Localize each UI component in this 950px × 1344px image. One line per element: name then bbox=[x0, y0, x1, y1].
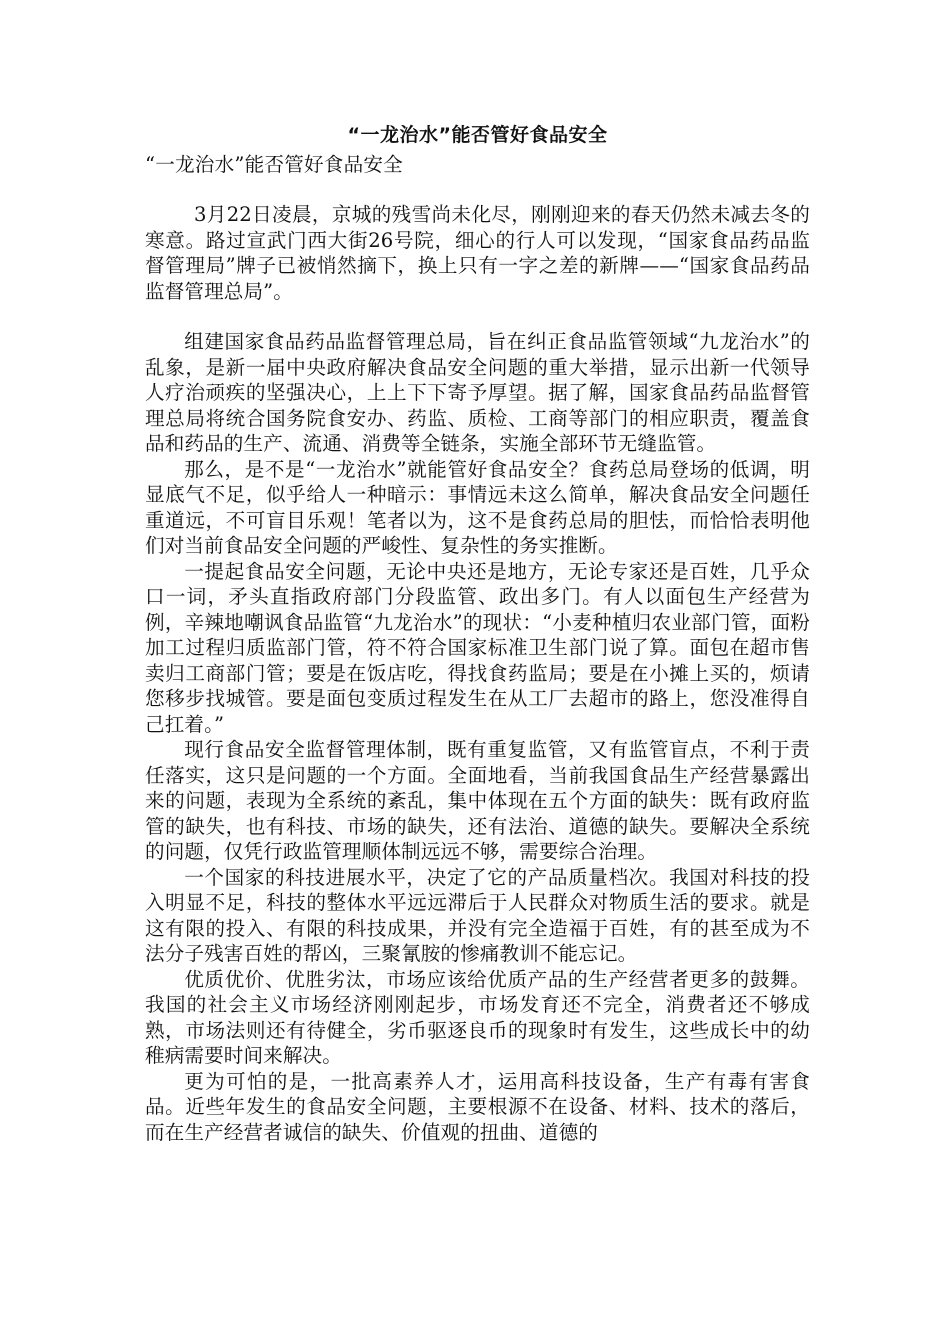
paragraph-5: 现行食品安全监督管理体制，既有重复监管，又有监管盲点，不利于责任落实，这只是问题的一个方面。全面地看，当前我国食品生产经营暴露出来的问题，表现为全系统的紊乱，集中体现在五个方面的缺失：既有政府监管的缺失，也有科技、市场的缺失，还有法治、道德的缺失。要解决全系统的问题，仅凭行政监管理顺体制远远不够，需要综合治理。 bbox=[145, 738, 810, 863]
paragraph-4: 一提起食品安全问题，无论中央还是地方，无论专家还是百姓，几乎众口一词，矛头直指政府部门分段监管、政出多门。有人以面包生产经营为例，辛辣地嘲讽食品监管“九龙治水”的现状：“小麦种植归农业部门管，面粉加工过程归质监部门管，符不符合国家标准卫生部门说了算。面包在超市售卖归工商部门管；要是在饭店吃，得找食药监局；要是在小摊上买的，烦请您移步找城管。要是面包变质过程发生在从工厂去超市的路上，您没准得自己扛着。” bbox=[145, 559, 810, 736]
paragraph-6: 一个国家的科技进展水平，决定了它的产品质量档次。我国对科技的投入明显不足，科技的整体水平远远滞后于人民群众对物质生活的要求。就是这有限的投入、有限的科技成果，并没有完全造福于百姓，有的甚至成为不法分子残害百姓的帮凶，三聚氰胺的惨痛教训不能忘记。 bbox=[145, 865, 810, 965]
paragraph-8: 更为可怕的是，一批高素养人才，运用高科技设备，生产有毒有害食品。近些年发生的食品安全问题，主要根源不在设备、材料、技术的落后，而在生产经营者诚信的缺失、价值观的扭曲、道德的 bbox=[145, 1069, 810, 1144]
paragraph-1: 3月22日凌晨，京城的残雪尚未化尽，刚刚迎来的春天仍然未减去冬的寒意。路过宣武门西大街26号院，细心的行人可以发现，“国家食品药品监督管理局”牌子已被悄然摘下，换上只有一字之差的新牌——“国家食品药品监督管理总局”。 bbox=[145, 203, 810, 303]
paragraph-7: 优质优价、优胜劣汰，市场应该给优质产品的生产经营者更多的鼓舞。我国的社会主义市场经济刚刚起步，市场发育还不完全，消费者还不够成熟，市场法则还有待健全，劣币驱逐良币的现象时有发生，这些成长中的幼稚病需要时间来解决。 bbox=[145, 967, 810, 1067]
document-body bbox=[145, 202, 810, 1145]
document-subtitle: “一龙治水”能否管好食品安全 bbox=[145, 153, 403, 176]
paragraph-3: 那么，是不是“一龙治水”就能管好食品安全？食药总局登场的低调，明显底气不足，似乎给人一种暗示：事情远未这么简单，解决食品安全问题任重道远，不可盲目乐观！笔者以为，这不是食药总局的胆怯，而恰恰表明他们对当前食品安全问题的严峻性、复杂性的务实推断。 bbox=[145, 457, 810, 557]
document-title: “一龙治水”能否管好食品安全 bbox=[347, 124, 608, 146]
paragraph-2: 组建国家食品药品监督管理总局，旨在纠正食品监管领域“九龙治水”的乱象，是新一届中央政府解决食品安全问题的重大举措，显示出新一代领导人疗治顽疾的坚强决心，上上下下寄予厚望。据了解，国家食品药品监督管理总局将统合国务院食安办、药监、质检、工商等部门的相应职责，覆盖食品和药品的生产、流通、消费等全链条，实施全部环节无缝监管。 bbox=[145, 330, 810, 455]
